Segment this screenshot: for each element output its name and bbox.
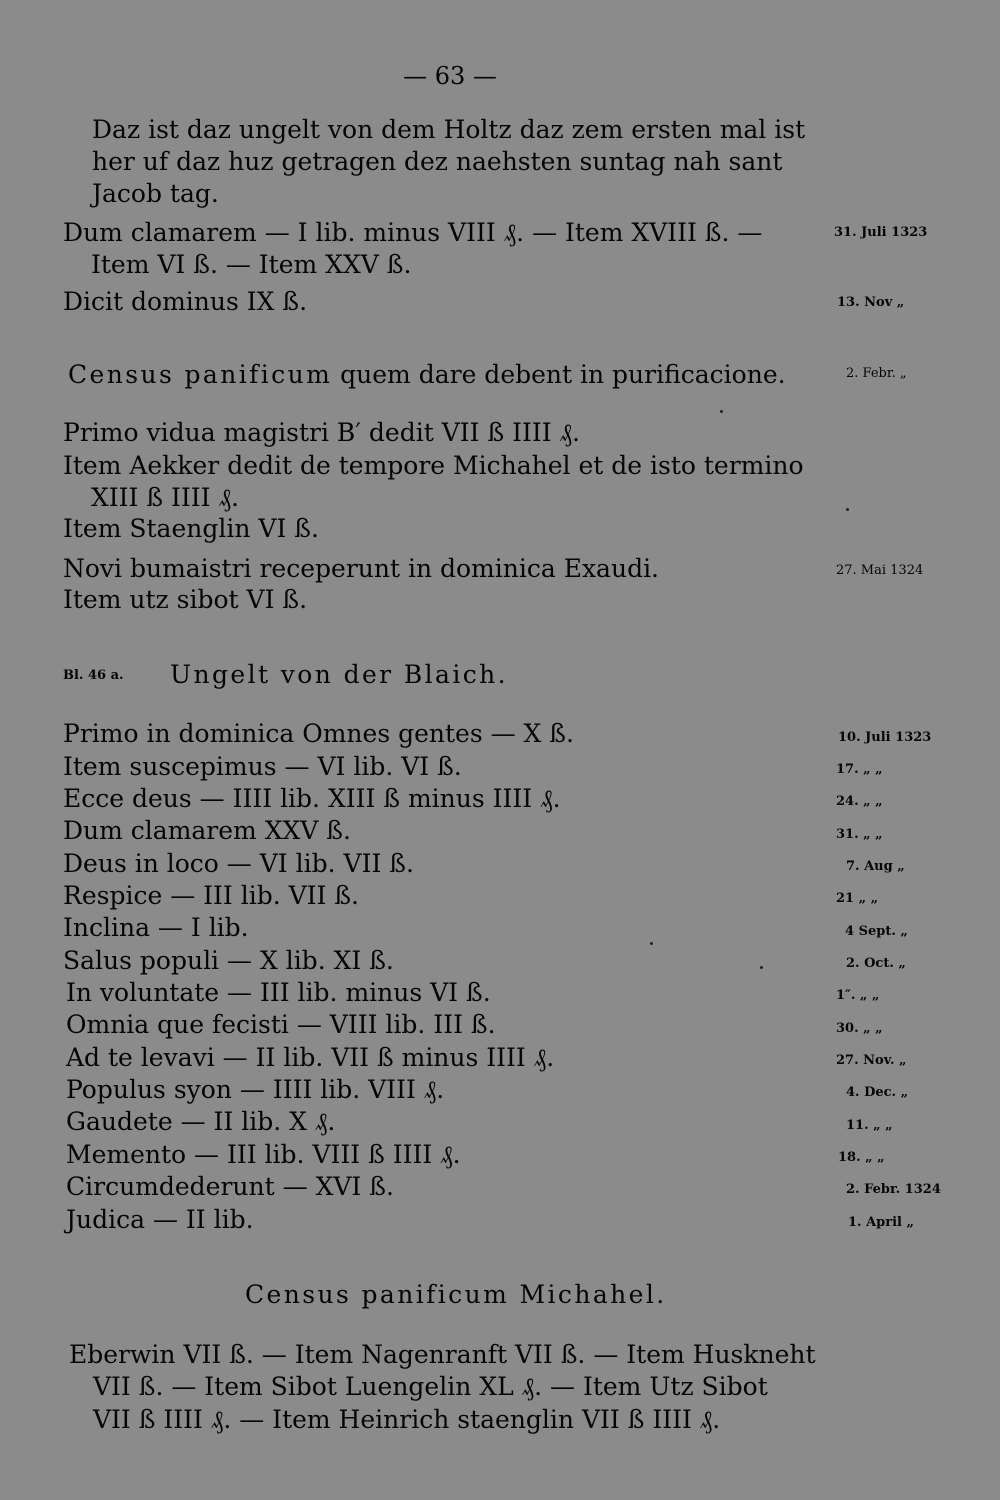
census-line: Eberwin VII ß. — Item Nagenranft VII ß. — Item Huskneht [69, 1340, 816, 1369]
list-item-date: 2. Febr. 1324 [846, 1182, 941, 1197]
list-item: Respice — III lib. VII ß. [63, 881, 359, 910]
census-heading [68, 360, 786, 390]
intro-line: her uf daz huz getragen dez naehsten suntag nah sant [92, 147, 783, 176]
list-item-date: 7. Aug „ [846, 859, 905, 874]
census-line: VII ß IIII ₰. — Item Heinrich staenglin VII ß IIII ₰. [93, 1405, 721, 1434]
list-item: Judica — II lib. [66, 1205, 254, 1234]
folio-reference: Bl. 46 a. [63, 668, 124, 683]
list-item: Dum clamarem XXV ß. [63, 816, 351, 845]
list-item-date: 1. April „ [848, 1215, 915, 1230]
list-item: Primo in dominica Omnes gentes — X ß. [63, 719, 574, 748]
census-line: Primo vidua magistri B′ dedit VII ß IIII ₰. [63, 418, 581, 447]
scan-speck [760, 966, 763, 969]
list-item-date: 2. Oct. „ [846, 956, 906, 971]
scan-speck [720, 410, 723, 413]
list-item: Ad te levavi — II lib. VII ß minus IIII ₰. [66, 1043, 555, 1072]
entry-line: Item VI ß. — Item XXV ß. [91, 250, 412, 279]
census-line: XIII ß IIII ₰. [91, 483, 239, 512]
list-item: Omnia que fecisti — VIII lib. III ß. [66, 1010, 496, 1039]
scan-speck [846, 508, 849, 511]
list-item: Ecce deus — IIII lib. XIII ß minus IIII ₰. [63, 784, 561, 813]
list-item: Circumdederunt — XVI ß. [66, 1172, 394, 1201]
list-item-date: 31. „ „ [836, 827, 883, 842]
list-item-date: 1″. „ „ [836, 988, 880, 1003]
intro-line: Daz ist daz ungelt von dem Holtz daz zem ersten mal ist [92, 115, 806, 144]
list-item-date: 18. „ „ [838, 1150, 885, 1165]
census-heading-spaced: Census panificum [68, 360, 333, 389]
census-line: Item Aekker dedit de tempore Michahel et de isto termino [63, 451, 804, 480]
list-item: Memento — III lib. VIII ß IIII ₰. [66, 1140, 461, 1169]
list-item-date: 4. Dec. „ [846, 1085, 909, 1100]
margin-date: 13. Nov „ [837, 295, 905, 310]
entry-line: Dum clamarem — I lib. minus VIII ₰. — Item XVIII ß. — [63, 218, 763, 247]
list-item: Deus in loco — VI lib. VII ß. [63, 849, 414, 878]
section-heading: Ungelt von der Blaich. [170, 660, 508, 689]
section-heading: Census panificum Michahel. [245, 1280, 667, 1309]
list-item-date: 27. Nov. „ [836, 1053, 907, 1068]
margin-date: 2. Febr. „ [846, 366, 907, 381]
intro-line: Jacob tag. [92, 179, 219, 208]
scan-speck [650, 942, 653, 945]
list-item-date: 4 Sept. „ [845, 924, 908, 939]
entry-line: Dicit dominus IX ß. [63, 287, 308, 316]
list-item-date: 21 „ „ [836, 891, 879, 906]
list-item: Salus populi — X lib. XI ß. [63, 946, 394, 975]
list-item-date: 30. „ „ [836, 1021, 883, 1036]
margin-date: 27. Mai 1324 [836, 563, 924, 578]
census-line: VII ß. — Item Sibot Luengelin XL ₰. — Item Utz Sibot [93, 1372, 768, 1401]
margin-date: 31. Juli 1323 [834, 225, 928, 240]
list-item: Populus syon — IIII lib. VIII ₰. [66, 1075, 445, 1104]
census-heading-rest: quem dare debent in purificacione. [340, 360, 786, 389]
census-line: Item utz sibot VI ß. [63, 585, 308, 614]
list-item: Inclina — I lib. [63, 913, 249, 942]
census-line: Novi bumaistri receperunt in dominica Exaudi. [63, 554, 660, 583]
page-number: — 63 — [403, 62, 497, 90]
list-item: Item suscepimus — VI lib. VI ß. [63, 752, 462, 781]
census-line: Item Staenglin VI ß. [63, 514, 319, 543]
list-item: In voluntate — III lib. minus VI ß. [66, 978, 491, 1007]
list-item-date: 17. „ „ [836, 762, 883, 777]
list-item-date: 11. „ „ [846, 1118, 893, 1133]
list-item-date: 24. „ „ [836, 794, 883, 809]
list-item: Gaudete — II lib. X ₰. [66, 1107, 336, 1136]
list-item-date: 10. Juli 1323 [838, 730, 932, 745]
